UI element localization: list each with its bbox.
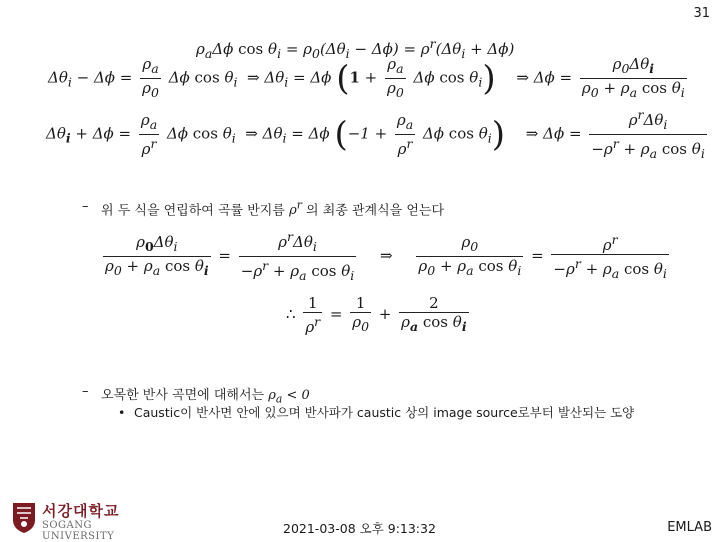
footer-lab: EMLAB — [667, 520, 712, 535]
simultaneous-text — [101, 199, 444, 218]
concave-condition: $\rho_a < 0$ — [268, 388, 310, 406]
simultaneous-text-before: 위 두 식을 연립하여 곡률 반지름 — [101, 203, 285, 219]
university-logo — [10, 500, 150, 542]
page-number: 31 — [693, 6, 710, 21]
bullet-dash: – — [82, 199, 89, 214]
equation-rhor: $\Delta\theta_i + \Delta\phi$ = $\frac{\rho_a}{\rho^r}$ Δϕ $\cos \theta_i$ ⇒ $\Delta\theta_i = \Delta\phi$ (−1 + $\frac{\rho_a}{\rho^r}$ Δϕ $\cos \theta_i$) ⇒ Δϕ = $\frac{\rho^r\Delta\theta_i}{-\rho^r + \rho_a \cos \theta_i}$ — [46, 107, 705, 161]
sogang-emblem-icon — [10, 500, 38, 534]
sub-bullet-marker: • — [118, 405, 126, 420]
equation-final: ∴ $\frac{1}{\rho^r}$ = $\frac{1}{\rho_0}$ + $\frac{2}{\rho_a \cos \theta_i}$ — [286, 294, 467, 336]
equation-reflection: $\rho_a\Delta\phi$ $\cos \theta_i = \rho_0(\Delta\theta_i - \Delta\phi) = \rho^r(\Delta\theta_i + \Delta\phi)$ — [196, 36, 515, 61]
equation-equate: $\frac{\rho_0\Delta\theta_i}{\rho_0 + \rho_a \cos \theta_i}$ = $\frac{\rho^r\Delta\theta_i}{-\rho^r + \rho_a \cos \theta_i}$ ⇒ $\frac{\rho_0}{\rho_0 + \rho_a \cos \theta_i}$ = $\frac{\rho^r}{-\rho^r + \rho_a \cos \theta_i}$ — [105, 229, 667, 283]
rho-r-symbol: $\rho^r$ — [289, 199, 302, 219]
logo-english: SOGANG UNIVERSITY — [42, 520, 115, 542]
equation-rho0: $\Delta\theta_i - \Delta\phi$ = $\frac{\rho_a}{\rho_0}$ Δϕ $\cos \theta_i$ ⇒ $\Delta\theta_i = \Delta\phi$ (1 + $\frac{\rho_a}{\rho_0}$ Δϕ $\cos \theta_i$) ⇒ Δϕ = $\frac{\rho_0\Delta\theta_i}{\rho_0 + \rho_a \cos \theta_i}$ — [48, 55, 685, 100]
logo-korean: 서강대학교 — [42, 502, 120, 520]
concave-text — [101, 384, 310, 406]
simultaneous-text-after: 의 최종 관계식을 얻는다 — [306, 203, 445, 219]
bullet-dash: – — [82, 384, 89, 399]
footer-date: 2021-03-08 오후 9:13:32 — [283, 521, 436, 536]
caustic-text: Caustic이 반사면 안에 있으며 반사파가 caustic 상의 image source로부터 발산되는 도양 — [134, 405, 635, 420]
concave-text-label: 오목한 반사 곡면에 대해서는 — [101, 388, 265, 403]
